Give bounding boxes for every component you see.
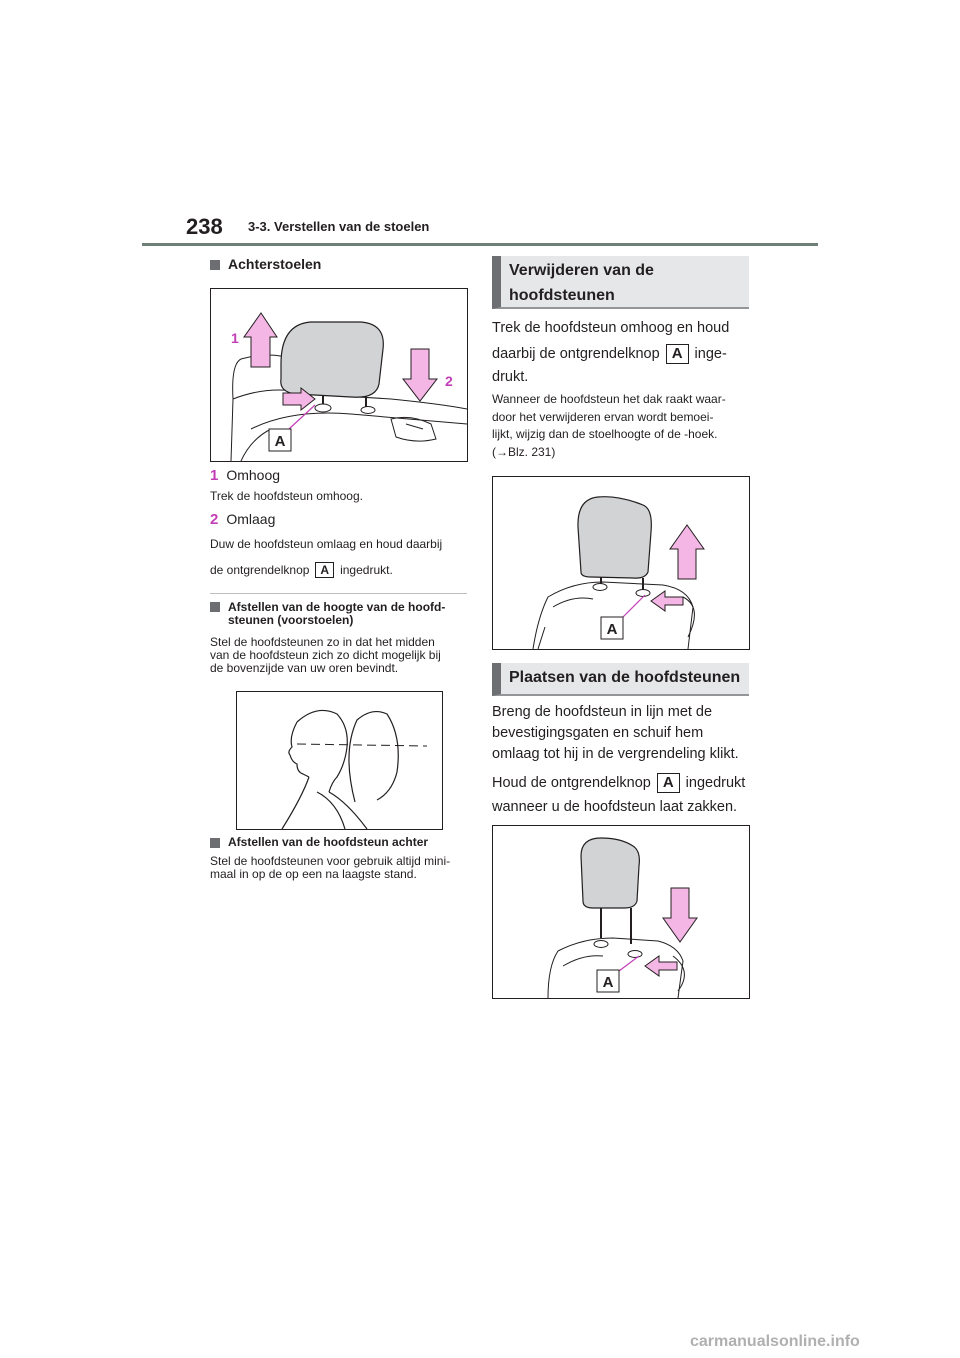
- subheading-text: [228, 601, 445, 627]
- bullet-square-icon: [210, 260, 220, 270]
- figure-label-a: A: [606, 621, 618, 638]
- section-title-line: Plaatsen van de hoofdsteunen: [509, 669, 741, 686]
- headrest-shape: [578, 497, 651, 578]
- up-arrow-icon: [670, 525, 704, 579]
- remove-note: [492, 391, 757, 461]
- subheading-row: [210, 601, 475, 627]
- step-number: 1: [210, 467, 219, 484]
- remove-body: [492, 316, 762, 389]
- headrest-shape: [581, 838, 639, 908]
- figure-rear-headrest: [210, 288, 468, 462]
- figure-label-a: A: [274, 433, 286, 450]
- body-line: maal in op de op een na laagste stand.: [210, 867, 417, 881]
- section-title-line: hoofdsteunen: [509, 287, 615, 304]
- section-bar-remove: [492, 256, 749, 309]
- subheading-front-height: [210, 601, 475, 627]
- note-line: (→Blz. 231): [492, 444, 556, 459]
- section-bar-install: [492, 663, 749, 696]
- step-title: Omlaag: [226, 511, 276, 527]
- step-1: [210, 467, 280, 484]
- step-number: 2: [210, 511, 219, 528]
- figure-remove-headrest: [492, 476, 750, 650]
- body-line: van de hoofdsteun zich zo dicht mogelijk bij: [210, 648, 441, 662]
- step-2: [210, 511, 275, 528]
- figure-head-position: [236, 691, 443, 830]
- desc-text: de ontgrendelknop: [210, 563, 310, 577]
- body-line: Breng de hoofdsteun in lijn met de: [492, 704, 713, 720]
- down-arrow-icon: [403, 349, 437, 401]
- body-line: [492, 773, 762, 794]
- up-arrow-icon: [244, 313, 277, 367]
- install-body: [492, 702, 762, 818]
- figure-install-headrest: [492, 825, 750, 999]
- subheading-rear-adjust: [210, 836, 428, 849]
- watermark: carmanualsonline.info: [690, 1333, 860, 1350]
- step-2-desc-line2: [210, 562, 393, 578]
- separator: [210, 593, 467, 594]
- body-text: inge-: [694, 346, 727, 362]
- figure-label-a: A: [602, 974, 614, 991]
- note-line: lijkt, wijzig dan de stoelhoogte of de -hoek.: [492, 427, 718, 441]
- down-arrow-icon: [663, 888, 697, 942]
- body-line: Trek de hoofdsteun omhoog en houd: [492, 320, 730, 336]
- body-text: daarbij de ontgrendelknop: [492, 346, 660, 362]
- subheading-line: steunen (voorstoelen): [228, 613, 354, 627]
- header-rule: [142, 243, 818, 246]
- step-2-desc-line1: Duw de hoofdsteun omlaag en houd daarbij: [210, 537, 443, 551]
- figure-label-2: 2: [445, 373, 453, 389]
- step-1-desc: Trek de hoofdsteun omhoog.: [210, 489, 363, 503]
- chapter-title: 3-3. Verstellen van de stoelen: [248, 219, 430, 234]
- body-line: bevestigingsgaten en schuif hem: [492, 725, 704, 741]
- page-number: 238: [186, 214, 223, 239]
- bullet-square-icon: [210, 838, 220, 848]
- section-heading-rear-seats: [210, 256, 321, 272]
- note-line: Wanneer de hoofdsteun het dak raakt waar-: [492, 392, 726, 406]
- install-headrest-illustration: [493, 826, 749, 998]
- figure-label-1: 1: [231, 330, 239, 346]
- body-line: omlaag tot hij in de vergrendeling klikt.: [492, 746, 739, 762]
- sub2-body: [210, 855, 475, 881]
- press-arrow-icon: [645, 956, 677, 976]
- body-line: wanneer u de hoofdsteun laat zakken.: [492, 799, 738, 815]
- press-arrow-icon: [651, 591, 683, 611]
- body-line: [492, 343, 762, 366]
- body-text: ingedrukt: [685, 775, 746, 791]
- head-position-illustration: [237, 692, 442, 829]
- key-a-badge: A: [666, 344, 689, 364]
- body-line: de bovenzijde van uw oren bevindt.: [210, 661, 399, 675]
- key-a-badge: A: [315, 562, 334, 578]
- sub1-body: [210, 636, 475, 675]
- body-line: drukt.: [492, 369, 529, 385]
- headrest-shape: [281, 322, 384, 397]
- rear-headrest-illustration: [211, 289, 467, 461]
- subheading-line: Afstellen van de hoogte van de hoofd-: [228, 600, 446, 614]
- desc-text: ingedrukt.: [340, 563, 393, 577]
- remove-headrest-illustration: [493, 477, 749, 649]
- bullet-square-icon: [210, 602, 220, 612]
- subheading-text: Afstellen van de hoofdsteun achter: [228, 835, 429, 849]
- section-title-line: Verwijderen van de: [509, 262, 654, 279]
- step-title: Omhoog: [226, 467, 281, 483]
- body-line: Stel de hoofdsteunen zo in dat het midden: [210, 635, 435, 649]
- heading-text: Achterstoelen: [228, 256, 322, 272]
- body-line: Stel de hoofdsteunen voor gebruik altijd mini-: [210, 854, 451, 868]
- body-text: Houd de ontgrendelknop: [492, 775, 651, 791]
- key-a-badge: A: [657, 773, 680, 793]
- note-line: door het verwijderen ervan wordt bemoei-: [492, 409, 714, 424]
